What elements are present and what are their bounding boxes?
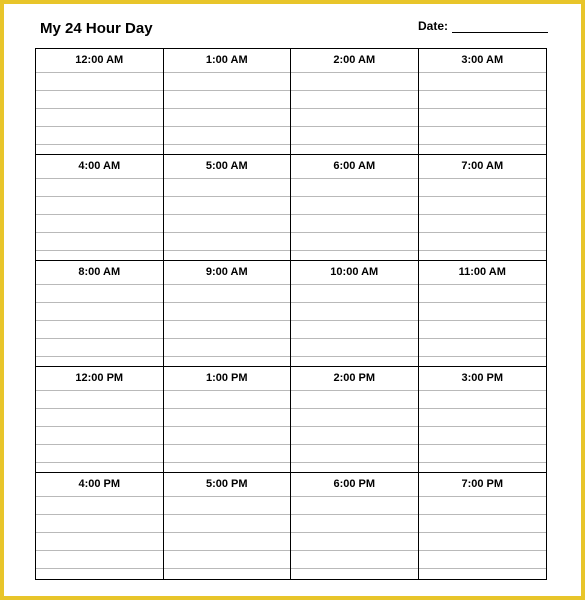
writing-line xyxy=(164,514,291,515)
writing-line xyxy=(164,72,291,73)
hour-cell[interactable] xyxy=(419,261,547,367)
hour-label: 6:00 PM xyxy=(333,478,376,490)
date-label: Date: xyxy=(418,19,449,33)
writing-line xyxy=(164,178,291,179)
writing-line xyxy=(419,356,547,357)
hour-label: 3:00 PM xyxy=(461,372,504,384)
writing-line xyxy=(291,250,418,251)
hour-label: 7:00 AM xyxy=(461,160,504,172)
writing-line xyxy=(291,408,418,409)
writing-line xyxy=(36,426,163,427)
writing-line xyxy=(291,72,418,73)
writing-line xyxy=(419,178,547,179)
writing-line xyxy=(164,196,291,197)
writing-line xyxy=(36,284,163,285)
writing-line xyxy=(36,532,163,533)
writing-line xyxy=(291,444,418,445)
date-field xyxy=(418,18,548,33)
writing-line xyxy=(291,126,418,127)
writing-line xyxy=(419,550,547,551)
writing-line xyxy=(36,462,163,463)
writing-line xyxy=(164,108,291,109)
hour-cell[interactable] xyxy=(36,261,164,367)
writing-line xyxy=(164,444,291,445)
writing-line xyxy=(164,550,291,551)
writing-line xyxy=(164,232,291,233)
hour-cell[interactable] xyxy=(164,49,292,155)
writing-line xyxy=(164,250,291,251)
hour-cell[interactable] xyxy=(36,367,164,473)
hour-label: 12:00 AM xyxy=(75,54,124,66)
hour-cell[interactable] xyxy=(291,261,419,367)
writing-line xyxy=(291,514,418,515)
hour-label: 4:00 PM xyxy=(78,478,121,490)
writing-line xyxy=(164,462,291,463)
writing-line xyxy=(419,462,547,463)
writing-line xyxy=(164,302,291,303)
hour-label: 6:00 AM xyxy=(333,160,376,172)
writing-line xyxy=(36,72,163,73)
writing-line xyxy=(164,408,291,409)
writing-line xyxy=(291,462,418,463)
writing-line xyxy=(36,356,163,357)
writing-line xyxy=(419,320,547,321)
writing-line xyxy=(419,214,547,215)
writing-line xyxy=(291,90,418,91)
hour-label: 11:00 AM xyxy=(458,266,506,278)
writing-line xyxy=(419,532,547,533)
writing-line xyxy=(419,444,547,445)
hour-cell[interactable] xyxy=(291,473,419,579)
writing-line xyxy=(419,284,547,285)
writing-line xyxy=(36,408,163,409)
writing-line xyxy=(164,426,291,427)
writing-line xyxy=(419,496,547,497)
writing-line xyxy=(164,532,291,533)
writing-line xyxy=(36,250,163,251)
writing-line xyxy=(419,408,547,409)
writing-line xyxy=(419,72,547,73)
hour-label: 8:00 AM xyxy=(78,266,121,278)
writing-line xyxy=(164,496,291,497)
writing-line xyxy=(419,126,547,127)
writing-line xyxy=(419,196,547,197)
writing-line xyxy=(291,568,418,569)
hour-label: 2:00 PM xyxy=(333,372,376,384)
hour-cell[interactable] xyxy=(291,367,419,473)
hour-label: 4:00 AM xyxy=(78,160,121,172)
hour-label: 9:00 AM xyxy=(205,266,248,278)
writing-line xyxy=(164,214,291,215)
hour-label: 7:00 PM xyxy=(461,478,504,490)
writing-line xyxy=(419,108,547,109)
writing-line xyxy=(164,390,291,391)
writing-line xyxy=(164,568,291,569)
hour-label: 1:00 AM xyxy=(205,54,248,66)
hour-cell[interactable] xyxy=(291,155,419,261)
hour-cell[interactable] xyxy=(36,155,164,261)
hour-cell[interactable] xyxy=(291,49,419,155)
writing-line xyxy=(36,496,163,497)
writing-line xyxy=(36,196,163,197)
hour-label: 10:00 AM xyxy=(330,266,379,278)
writing-line xyxy=(291,532,418,533)
hour-cell[interactable] xyxy=(419,473,547,579)
writing-line xyxy=(36,444,163,445)
writing-line xyxy=(36,568,163,569)
hour-label: 12:00 PM xyxy=(75,372,124,384)
writing-line xyxy=(164,126,291,127)
writing-line xyxy=(291,302,418,303)
writing-line xyxy=(291,390,418,391)
hour-cell[interactable] xyxy=(36,473,164,579)
writing-line xyxy=(291,496,418,497)
writing-line xyxy=(36,108,163,109)
writing-line xyxy=(291,284,418,285)
writing-line xyxy=(36,514,163,515)
hour-label: 3:00 AM xyxy=(461,54,504,66)
hour-cell[interactable] xyxy=(164,367,292,473)
planner-sheet xyxy=(4,4,581,596)
writing-line xyxy=(36,90,163,91)
hour-cell[interactable] xyxy=(164,155,292,261)
writing-line xyxy=(164,284,291,285)
writing-line xyxy=(164,144,291,145)
hour-cell[interactable] xyxy=(419,49,547,155)
writing-line xyxy=(36,178,163,179)
writing-line xyxy=(291,144,418,145)
hour-label: 5:00 PM xyxy=(205,478,248,490)
writing-line xyxy=(419,514,547,515)
writing-line xyxy=(36,144,163,145)
writing-line xyxy=(419,338,547,339)
writing-line xyxy=(419,568,547,569)
page-title: My 24 Hour Day xyxy=(40,20,153,37)
writing-line xyxy=(291,320,418,321)
writing-line xyxy=(291,178,418,179)
writing-line xyxy=(36,302,163,303)
hour-cell[interactable] xyxy=(164,473,292,579)
writing-line xyxy=(36,214,163,215)
writing-line xyxy=(164,90,291,91)
hour-cell[interactable] xyxy=(164,261,292,367)
writing-line xyxy=(419,232,547,233)
writing-line xyxy=(419,390,547,391)
writing-line xyxy=(291,214,418,215)
writing-line xyxy=(36,390,163,391)
hour-label: 2:00 AM xyxy=(333,54,376,66)
hour-cell[interactable] xyxy=(419,155,547,261)
writing-line xyxy=(164,356,291,357)
writing-line xyxy=(36,550,163,551)
writing-line xyxy=(419,302,547,303)
writing-line xyxy=(419,90,547,91)
writing-line xyxy=(291,338,418,339)
writing-line xyxy=(419,144,547,145)
writing-line xyxy=(419,250,547,251)
hour-label: 5:00 AM xyxy=(205,160,248,172)
date-blank-line[interactable] xyxy=(452,18,548,33)
writing-line xyxy=(36,320,163,321)
writing-line xyxy=(164,320,291,321)
writing-line xyxy=(419,426,547,427)
writing-line xyxy=(291,426,418,427)
writing-line xyxy=(291,196,418,197)
hour-label: 1:00 PM xyxy=(205,372,248,384)
writing-line xyxy=(36,232,163,233)
writing-line xyxy=(291,550,418,551)
writing-line xyxy=(164,338,291,339)
hour-cell[interactable] xyxy=(419,367,547,473)
hour-cell[interactable] xyxy=(36,49,164,155)
hour-grid xyxy=(35,48,547,580)
writing-line xyxy=(36,338,163,339)
writing-line xyxy=(291,108,418,109)
writing-line xyxy=(291,356,418,357)
writing-line xyxy=(36,126,163,127)
writing-line xyxy=(291,232,418,233)
